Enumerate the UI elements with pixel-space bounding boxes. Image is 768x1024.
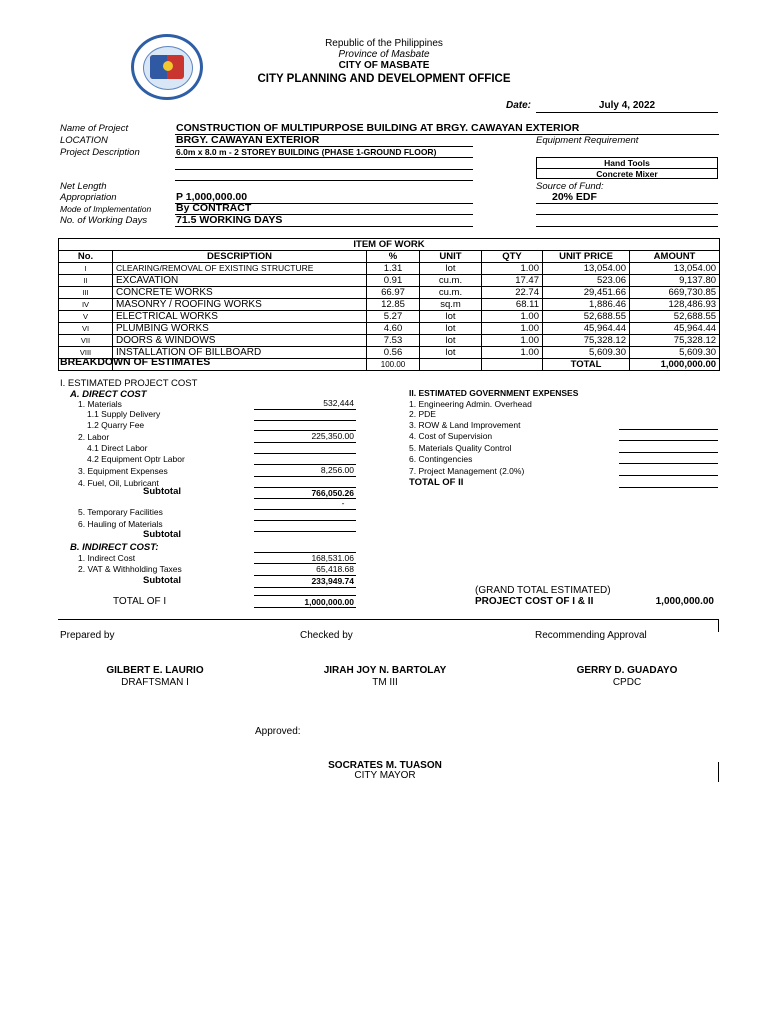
direct-labor-label: 4.1 Direct Labor xyxy=(87,443,148,453)
grand-total-line1: (GRAND TOTAL ESTIMATED) xyxy=(475,585,611,596)
fund-value: 20% EDF xyxy=(552,191,597,203)
item-of-work-table xyxy=(58,238,720,371)
signature-divider xyxy=(58,619,719,620)
blank-line-2 xyxy=(175,180,473,181)
indirect-label: 1. Indirect Cost xyxy=(78,553,136,563)
header-republic: Republic of the Philippines xyxy=(325,38,443,49)
materials-value: 532,444 xyxy=(323,398,354,408)
item-unit-price: 75,328.12 xyxy=(543,335,630,347)
item-amount: 5,609.30 xyxy=(630,347,720,359)
col-header-unit: UNIT xyxy=(420,251,482,263)
item-percent: 1.31 xyxy=(367,263,420,275)
item-unit-price: 523.06 xyxy=(543,275,630,287)
checked-title: TM III xyxy=(372,677,398,688)
total-i-line xyxy=(254,607,356,608)
checked-name: JIRAH JOY N. BARTOLAY xyxy=(323,665,447,676)
item-unit: lot xyxy=(420,347,482,359)
item-description: DOORS & WINDOWS xyxy=(113,335,367,347)
total-i-label: TOTAL OF I xyxy=(113,596,167,607)
temporary-label: 5. Temporary Facilities xyxy=(78,507,163,517)
vat-value: 65,418.68 xyxy=(316,564,354,574)
table-title-row xyxy=(59,239,720,251)
net-length-label: Net Length xyxy=(60,181,107,192)
equipment-hand-tools: Hand Tools xyxy=(604,158,650,168)
dash-mark: - xyxy=(341,498,345,508)
item-qty: 1.00 xyxy=(482,263,543,275)
item-description: PLUMBING WORKS xyxy=(113,323,367,335)
item-unit-price: 1,886.46 xyxy=(543,299,630,311)
item-amount: 75,328.12 xyxy=(630,335,720,347)
project-name-label: Name of Project xyxy=(60,123,129,134)
subtotal-hauling-label: Subtotal xyxy=(143,529,181,540)
recommending-name: GERRY D. GUADAYO xyxy=(576,665,678,676)
quarry-label: 1.2 Quarry Fee xyxy=(87,420,145,430)
seal-sun-icon xyxy=(163,61,173,71)
gov-expense-item: 1. Engineering Admin. Overhead xyxy=(409,399,532,409)
item-percent: 5.27 xyxy=(367,311,420,323)
item-amount: 13,054.00 xyxy=(630,263,720,275)
header-office: CITY PLANNING AND DEVELOPMENT OFFICE xyxy=(257,73,511,85)
item-no: III xyxy=(59,287,113,299)
hauling-line xyxy=(254,520,356,521)
mode-value: By CONTRACT xyxy=(176,202,252,214)
prepared-title: DRAFTSMAN I xyxy=(121,677,189,688)
item-qty: 1.00 xyxy=(482,311,543,323)
blank-line-1 xyxy=(175,169,473,170)
supply-label: 1.1 Supply Delivery xyxy=(87,409,161,419)
recommending-title: CPDC xyxy=(612,677,642,688)
item-description: ELECTRICAL WORKS xyxy=(113,311,367,323)
item-description: MASONRY / ROOFING WORKS xyxy=(113,299,367,311)
equipment-label: Equipment Requirement xyxy=(536,135,639,146)
item-amount: 9,137.80 xyxy=(630,275,720,287)
item-percent: 7.53 xyxy=(367,335,420,347)
total-i-value: 1,000,000.00 xyxy=(304,597,354,607)
grand-total-value: 1,000,000.00 xyxy=(655,596,714,607)
item-unit-price: 52,688.55 xyxy=(543,311,630,323)
item-unit: lot xyxy=(420,263,482,275)
gov-expense-item: 3. ROW & Land Improvement xyxy=(409,420,521,430)
fund-label: Source of Fund: xyxy=(536,181,604,192)
section2-title: II. ESTIMATED GOVERNMENT EXPENSES xyxy=(409,388,579,398)
col-header-amount: AMOUNT xyxy=(630,251,720,263)
gov-expense-item: 7. Project Management (2.0%) xyxy=(409,466,525,476)
indirect-value: 168,531.06 xyxy=(311,553,354,563)
item-percent: 12.85 xyxy=(367,299,420,311)
total-i-top-line xyxy=(254,595,356,596)
item-unit: cu.m. xyxy=(420,287,482,299)
temporary-line xyxy=(254,509,356,510)
materials-label: 1. Materials xyxy=(78,399,122,409)
date-value: July 4, 2022 xyxy=(598,100,656,111)
right-margin-mark xyxy=(718,762,719,782)
gov-expense-item: 5. Materials Quality Control xyxy=(409,443,512,453)
gov-expense-line xyxy=(619,452,718,453)
item-unit: sq.m xyxy=(420,299,482,311)
subtotal-direct-value: 766,050.26 xyxy=(311,488,354,498)
item-description: EXCAVATION xyxy=(113,275,367,287)
item-no: VII xyxy=(59,335,113,347)
equipment-concrete-mixer: Concrete Mixer xyxy=(596,169,658,179)
gov-expense-item: 4. Cost of Supervision xyxy=(409,431,493,441)
gov-expense-line xyxy=(619,463,718,464)
equip-optr-label: 4.2 Equipment Optr Labor xyxy=(87,454,185,464)
item-no: VIII xyxy=(59,347,113,359)
item-no: II xyxy=(59,275,113,287)
days-label: No. of Working Days xyxy=(60,215,148,226)
subtotal-direct-label: Subtotal xyxy=(143,486,181,497)
item-no: IV xyxy=(59,299,113,311)
table-title: ITEM OF WORK xyxy=(59,239,720,251)
item-percent: 4.60 xyxy=(367,323,420,335)
table-row xyxy=(59,287,720,299)
table-row xyxy=(59,299,720,311)
col-header-unit-price: UNIT PRICE xyxy=(543,251,630,263)
item-percent: 66.97 xyxy=(367,287,420,299)
total-percent: 100.00 xyxy=(367,359,420,371)
item-no: V xyxy=(59,311,113,323)
fuel-label: 4. Fuel, Oil, Lubricant xyxy=(78,478,159,488)
total-label: TOTAL xyxy=(543,359,630,371)
fund-line-2 xyxy=(536,214,718,215)
item-description: INSTALLATION OF BILLBOARD xyxy=(113,347,367,359)
labor-line xyxy=(254,442,356,443)
appropriation-value: P 1,000,000.00 xyxy=(176,191,248,203)
supply-line xyxy=(254,420,356,421)
vat-label: 2. VAT & Withholding Taxes xyxy=(78,564,182,574)
gov-expense-item: 2. PDE xyxy=(409,409,436,419)
item-amount: 45,964.44 xyxy=(630,323,720,335)
description-line xyxy=(175,157,473,158)
table-body xyxy=(59,263,720,359)
item-unit-price: 29,451.66 xyxy=(543,287,630,299)
equipment-expenses-value: 8,256.00 xyxy=(320,465,354,475)
table-row xyxy=(59,263,720,275)
checked-label: Checked by xyxy=(300,630,353,641)
description-label: Project Description xyxy=(60,147,140,158)
approved-title: CITY MAYOR xyxy=(354,770,416,781)
item-unit: lot xyxy=(420,323,482,335)
labor-label: 2. Labor xyxy=(78,432,110,442)
item-description: CLEARING/REMOVAL OF EXISTING STRUCTURE xyxy=(113,263,367,275)
location-label: LOCATION xyxy=(60,135,108,146)
item-no: VI xyxy=(59,323,113,335)
item-qty: 68.11 xyxy=(482,299,543,311)
table-row xyxy=(59,323,720,335)
days-value: 71.5 WORKING DAYS xyxy=(176,214,283,226)
total-ii-label: TOTAL OF II xyxy=(409,477,464,488)
item-unit: cu.m. xyxy=(420,275,482,287)
item-no: I xyxy=(59,263,113,275)
col-header-no: No. xyxy=(59,251,113,263)
gov-expense-line xyxy=(619,475,718,476)
hauling-label: 6. Hauling of Materials xyxy=(78,519,163,529)
item-qty: 1.00 xyxy=(482,347,543,359)
labor-value: 225,350.00 xyxy=(311,431,354,441)
subtotal-indirect-line xyxy=(254,587,356,588)
date-underline xyxy=(536,112,718,113)
recommending-label: Recommending Approval xyxy=(535,630,647,641)
total-amount: 1,000,000.00 xyxy=(630,359,720,371)
equipment-expenses-label: 3. Equipment Expenses xyxy=(78,466,168,476)
item-unit-price: 5,609.30 xyxy=(543,347,630,359)
grand-total-line2: PROJECT COST OF I & II xyxy=(475,596,594,607)
direct-cost-title: A. DIRECT COST xyxy=(70,389,147,400)
materials-line xyxy=(254,409,356,410)
table-header-row xyxy=(59,251,720,263)
equipment-expenses-line xyxy=(254,476,356,477)
item-qty: 1.00 xyxy=(482,335,543,347)
breakdown-title: BREAKDOWN OF ESTIMATES xyxy=(60,356,211,368)
fund-line-3 xyxy=(536,226,718,227)
section1-title: I. ESTIMATED PROJECT COST xyxy=(60,378,198,389)
item-amount: 52,688.55 xyxy=(630,311,720,323)
mode-label: Mode of Implementation xyxy=(60,204,152,214)
indirect-cost-title: B. INDIRECT COST: xyxy=(70,542,159,553)
item-percent: 0.91 xyxy=(367,275,420,287)
col-header-percent: % xyxy=(367,251,420,263)
direct-labor-line xyxy=(254,453,356,454)
subtotal-hauling-line xyxy=(254,531,356,532)
item-unit-price: 13,054.00 xyxy=(543,263,630,275)
location-value: BRGY. CAWAYAN EXTERIOR xyxy=(176,134,320,146)
days-line xyxy=(175,226,473,227)
col-header-description: DESCRIPTION xyxy=(113,251,367,263)
project-name-value: CONSTRUCTION OF MULTIPURPOSE BUILDING AT BRGY. CAWAYAN EXTERIOR xyxy=(176,122,580,134)
subtotal-indirect-label: Subtotal xyxy=(143,575,181,586)
fund-line xyxy=(536,203,718,204)
table-row xyxy=(59,275,720,287)
item-amount: 128,486.93 xyxy=(630,299,720,311)
gov-expense-line xyxy=(619,440,718,441)
total-empty-4 xyxy=(482,359,543,371)
header-city: CITY OF MASBATE xyxy=(338,60,430,71)
total-ii-line xyxy=(619,487,718,488)
item-qty: 17.47 xyxy=(482,275,543,287)
prepared-label: Prepared by xyxy=(60,630,115,641)
total-empty-3 xyxy=(420,359,482,371)
col-header-qty: QTY xyxy=(482,251,543,263)
item-qty: 22.74 xyxy=(482,287,543,299)
prepared-name: GILBERT E. LAURIO xyxy=(106,665,204,676)
table-row xyxy=(59,335,720,347)
table-row xyxy=(59,311,720,323)
gov-expense-item: 6. Contingencies xyxy=(409,454,473,464)
approved-label: Approved: xyxy=(255,726,301,737)
item-unit-price: 45,964.44 xyxy=(543,323,630,335)
item-unit: lot xyxy=(420,311,482,323)
date-label: Date: xyxy=(506,100,532,111)
item-percent: 0.56 xyxy=(367,347,420,359)
appropriation-label: Appropriation xyxy=(60,192,117,203)
city-seal xyxy=(131,34,203,100)
header-province: Province of Masbate xyxy=(338,49,430,60)
item-unit: lot xyxy=(420,335,482,347)
item-qty: 1.00 xyxy=(482,323,543,335)
item-amount: 669,730.85 xyxy=(630,287,720,299)
subtotal-indirect-value: 233,949.74 xyxy=(311,576,354,586)
approved-name: SOCRATES M. TUASON xyxy=(328,760,442,771)
item-description: CONCRETE WORKS xyxy=(113,287,367,299)
gov-expense-line xyxy=(619,429,718,430)
signature-divider-tick xyxy=(718,619,719,632)
description-value: 6.0m x 8.0 m - 2 STOREY BUILDING (PHASE 1-GROUND FLOOR) xyxy=(176,147,437,157)
